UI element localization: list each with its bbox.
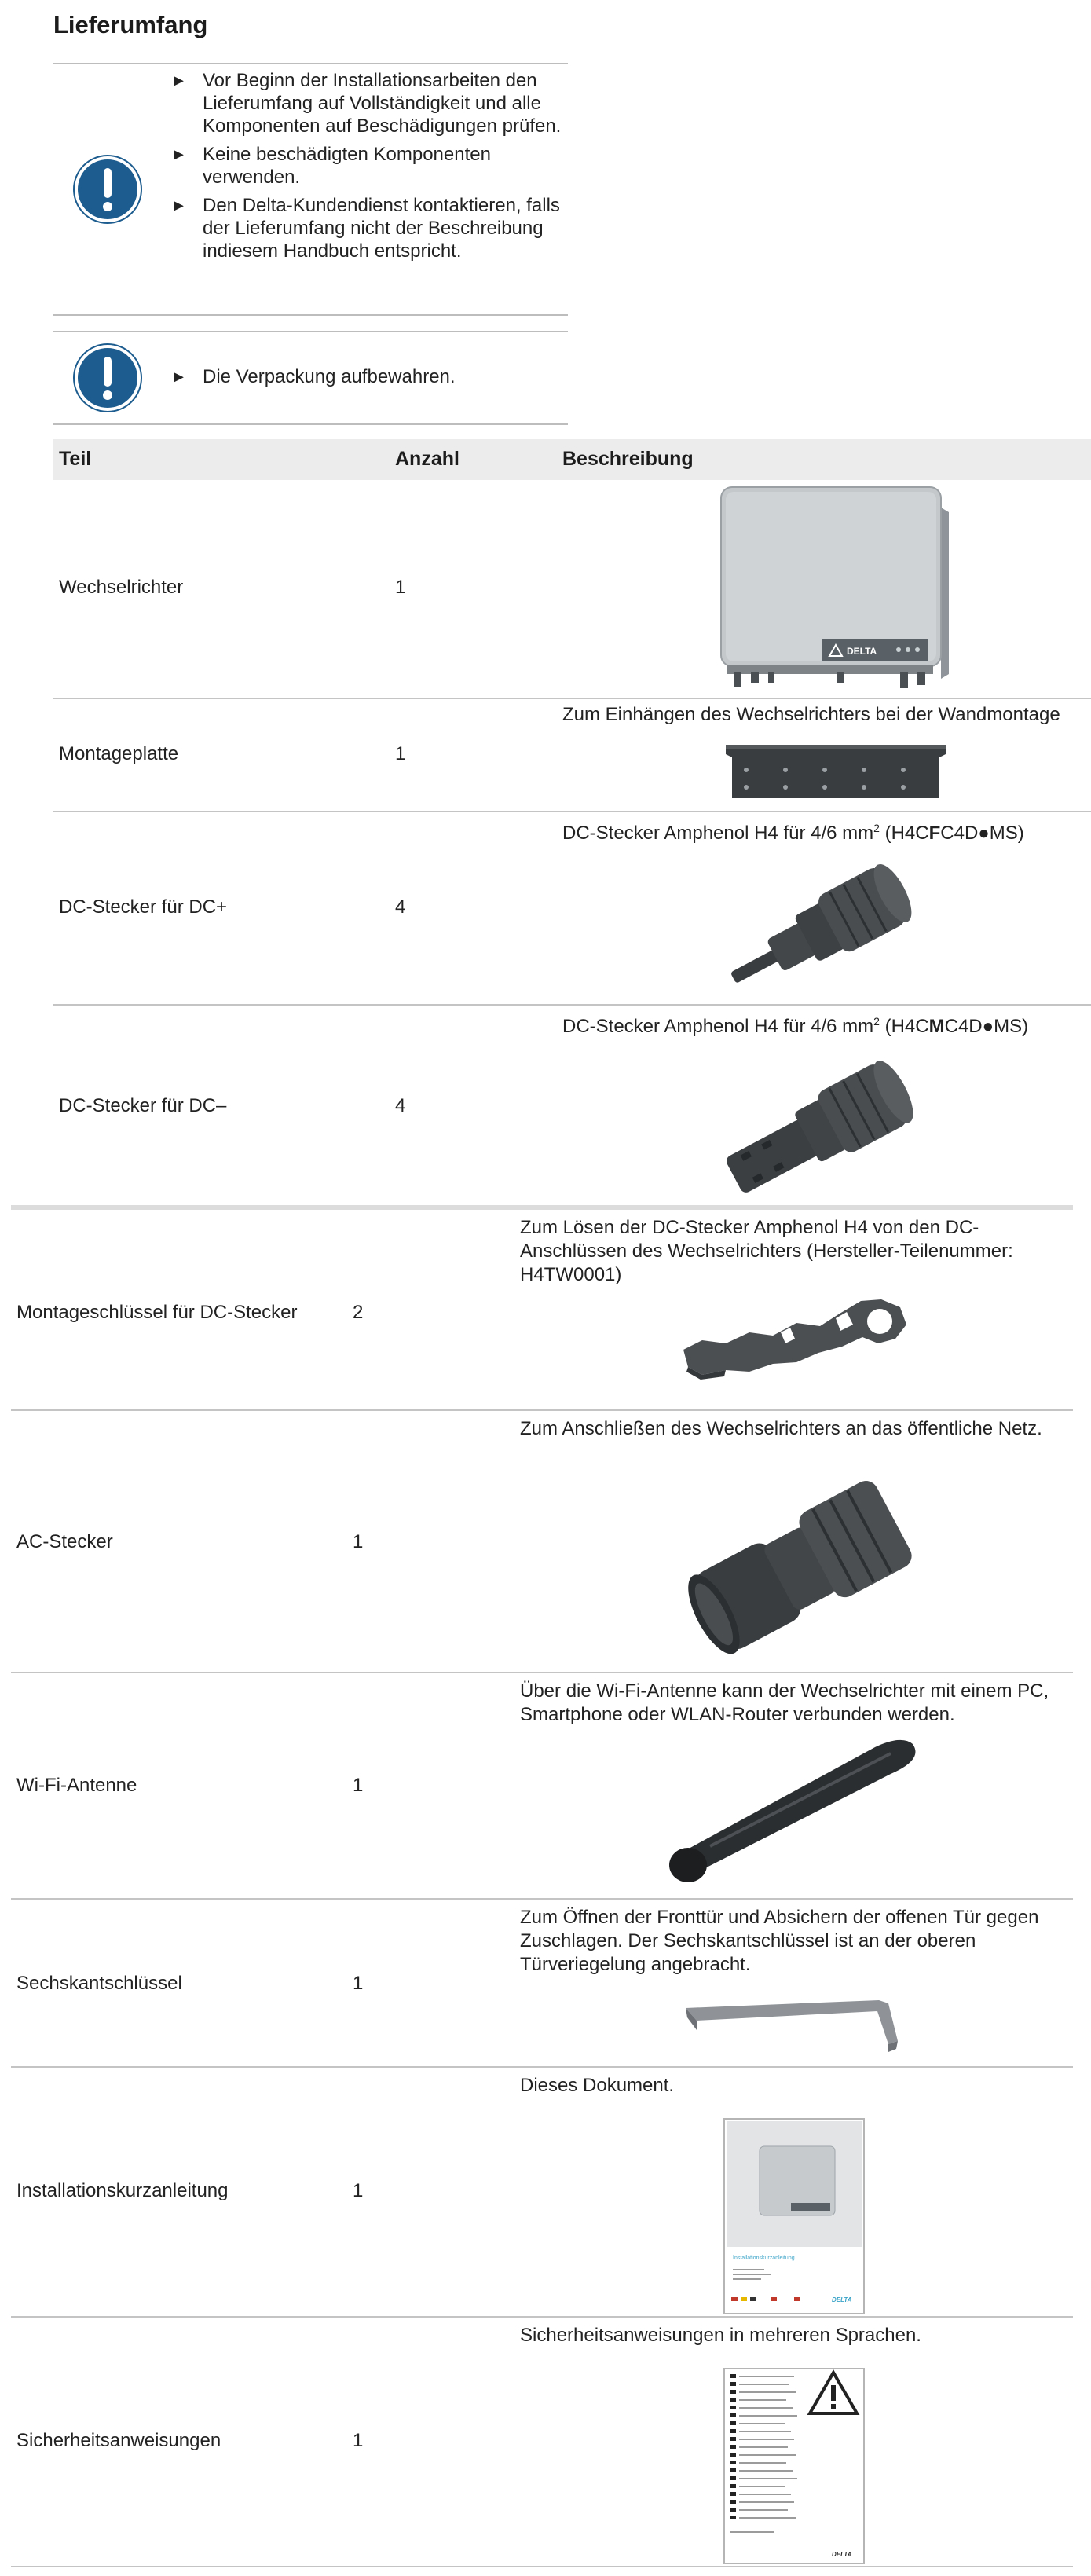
part-name: Installationskurzanleitung xyxy=(16,2180,229,2201)
part-quantity: 1 xyxy=(353,2180,364,2201)
exclamation-circle-icon xyxy=(73,343,142,412)
part-quantity: 1 xyxy=(353,1973,364,1994)
assembly-key-image xyxy=(679,1295,914,1381)
part-name: Montageplatte xyxy=(59,743,179,764)
table-row xyxy=(53,812,1091,1006)
part-name: Wechselrichter xyxy=(59,577,184,598)
part-name: DC-Stecker für DC– xyxy=(59,1095,227,1116)
column-header-quantity: Anzahl xyxy=(395,448,459,470)
part-quantity: 1 xyxy=(395,577,406,598)
part-name: Montageschlüssel für DC-Stecker xyxy=(16,1302,298,1323)
cover-subtitle: Installationskurzanleitung xyxy=(733,2255,795,2261)
exclamation-circle-icon xyxy=(73,155,142,224)
bullet-triangle-icon: ► xyxy=(171,368,187,386)
quick-guide-cover-image xyxy=(723,2118,865,2314)
notice-list xyxy=(171,365,568,394)
part-description: Über die Wi-Fi-Antenne kann der Wechselrichter mit einem PC, Smartphone oder WLAN-Router verbunden werden. xyxy=(520,1680,1049,1725)
part-name: Wi-Fi-Antenne xyxy=(16,1775,137,1796)
table-row xyxy=(11,2068,1073,2318)
notice-box-packaging xyxy=(53,331,568,425)
bullet-triangle-icon: ► xyxy=(171,197,187,214)
table-row xyxy=(53,1006,1091,1208)
notice-item: ► Die Verpackung aufbewahren. xyxy=(171,366,456,387)
part-name: AC-Stecker xyxy=(16,1531,113,1552)
cover-brand: DELTA xyxy=(832,2551,852,2558)
part-name: Sechskantschlüssel xyxy=(16,1973,182,1994)
part-description: DC-Stecker Amphenol H4 für 4/6 $mm^2$ (H4CMC4D●MS) xyxy=(562,1015,1029,1037)
notice-list xyxy=(171,69,568,268)
part-quantity: 4 xyxy=(395,896,406,918)
part-description: Zum Einhängen des Wechselrichters bei der Wandmontage xyxy=(562,704,1060,725)
cover-brand: DELTA xyxy=(832,2296,852,2303)
safety-instructions-cover-image xyxy=(723,2368,865,2564)
notice-item: ► Den Delta-Kundendienst kontaktieren, falls der Lieferumfang nicht der Beschreibung indiesem Handbuch entspricht. xyxy=(171,195,560,262)
part-name: Sicherheitsanweisungen xyxy=(16,2430,221,2451)
part-name: DC-Stecker für DC+ xyxy=(59,896,228,918)
table-row xyxy=(11,1411,1073,1673)
inverter-brand-label: DELTA xyxy=(847,646,877,657)
bullet-triangle-icon: ► xyxy=(171,72,187,90)
table-row xyxy=(11,2318,1073,2567)
part-quantity: 1 xyxy=(353,2430,364,2451)
hex-key-image xyxy=(683,1986,918,2065)
part-quantity: 2 xyxy=(353,1302,364,1323)
column-header-description: Beschreibung xyxy=(562,448,694,470)
dc-plus-connector-image xyxy=(713,853,949,1002)
part-description: DC-Stecker Amphenol H4 für 4/6 $mm^2$ (H4CFC4D●MS) xyxy=(562,822,1024,844)
table-row xyxy=(53,699,1091,812)
part-description: Zum Anschließen des Wechselrichters an das öffentliche Netz. xyxy=(520,1418,1042,1439)
notice-item: ► Vor Beginn der Installationsarbeiten den Lieferumfang auf Vollständigkeit und alle Komponenten auf Beschädigungen prüfen. xyxy=(171,70,562,137)
ac-connector-image xyxy=(667,1472,926,1669)
dc-minus-connector-image xyxy=(713,1046,949,1204)
table-row xyxy=(11,1900,1073,2068)
column-header-part: Teil xyxy=(59,448,92,470)
wifi-antenna-image xyxy=(663,1736,930,1893)
part-quantity: 1 xyxy=(395,743,406,764)
part-quantity: 1 xyxy=(353,1775,364,1796)
notice-box-inspection xyxy=(53,63,568,316)
inverter-image xyxy=(719,485,955,691)
table-row xyxy=(11,1210,1073,1411)
bullet-triangle-icon: ► xyxy=(171,146,187,163)
part-description: Zum Öffnen der Fronttür und Absichern der offenen Tür gegen Zuschlagen. Der Sechskantschlüssel ist an der oberen Türveriegelung angebracht. xyxy=(520,1907,1039,1975)
part-quantity: 1 xyxy=(353,1531,364,1552)
table-row xyxy=(11,1673,1073,1900)
part-description: Sicherheitsanweisungen in mehreren Sprachen. xyxy=(520,2325,921,2346)
page-title: Lieferumfang xyxy=(53,11,208,38)
part-description: Dieses Dokument. xyxy=(520,2075,675,2096)
notice-item: ► Keine beschädigten Komponenten verwenden. xyxy=(171,144,491,188)
part-description: Zum Lösen der DC-Stecker Amphenol H4 von den DC-Anschlüssen des Wechselrichters (Hersteller-Teilenummer: H4TW0001) xyxy=(520,1217,1013,1285)
table-row xyxy=(53,480,1091,699)
mounting-plate-image xyxy=(723,738,950,804)
part-quantity: 4 xyxy=(395,1095,406,1116)
